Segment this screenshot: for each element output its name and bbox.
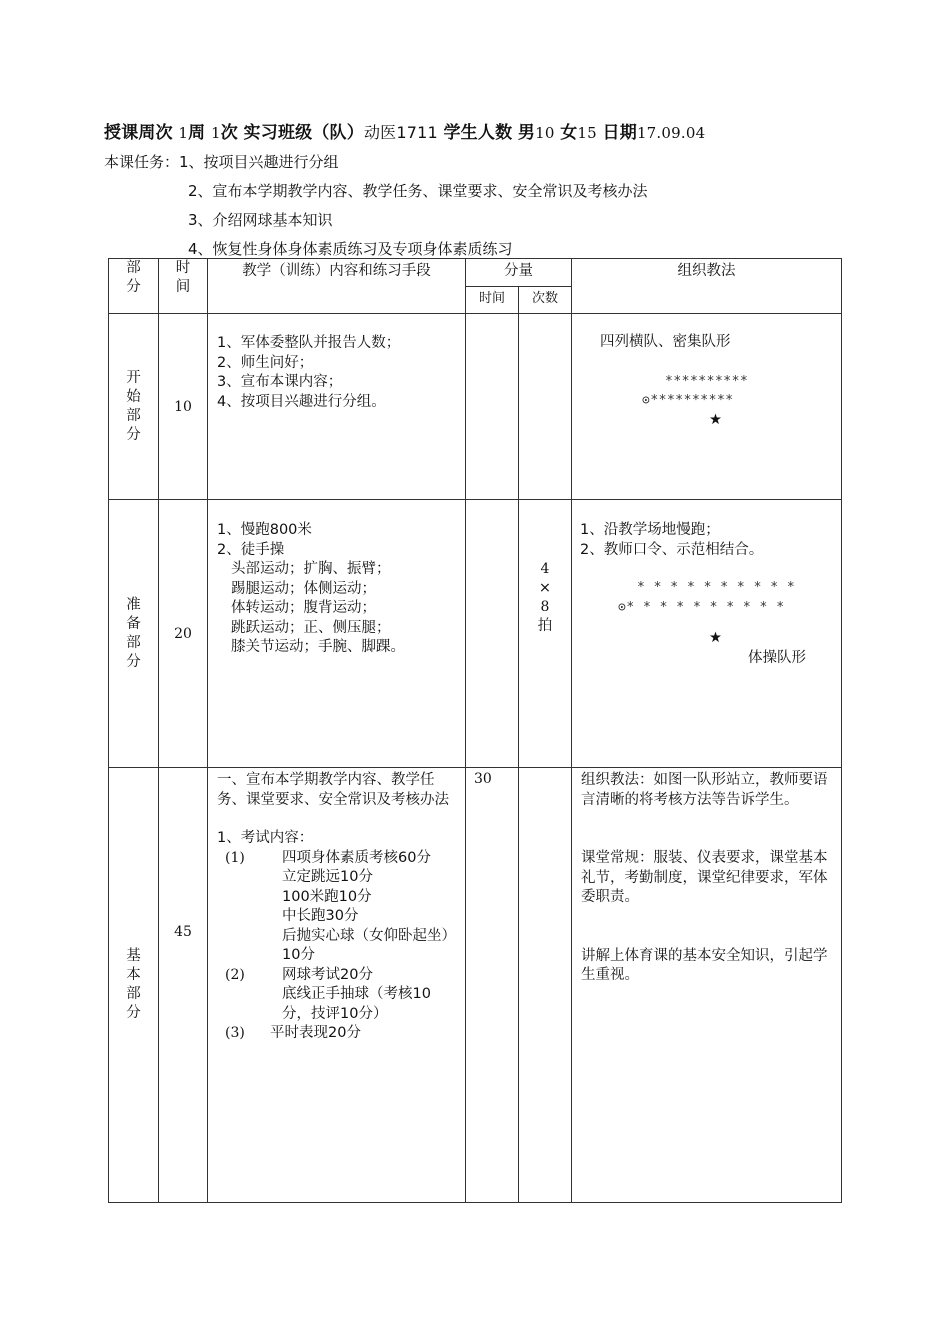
method-cell (572, 500, 842, 768)
lesson-tasks (104, 148, 648, 264)
part-cell: 准备部分 (109, 500, 159, 768)
content-line: (1) 四项身体素质考核60分 (225, 849, 431, 866)
time-cell: 20 (159, 500, 208, 768)
content-line: 后抛实心球（女仰卧起坐）10分 (282, 927, 456, 963)
content-line: 2、师生问好； (217, 354, 314, 371)
content-line: 1、军体委整队并报告人数； (217, 335, 401, 351)
method-line: 1、沿教学场地慢跑； (580, 522, 720, 538)
content-line: 跳跃运动；正、侧压腿； (231, 619, 391, 636)
time-cell: 10 (159, 314, 208, 500)
content-cell (208, 500, 466, 768)
table-row (109, 500, 842, 768)
content-line: 1、慢跑800米 (217, 522, 312, 538)
amount-count-cell (519, 768, 572, 1203)
content-line: 100米跑10分 (282, 888, 372, 905)
content-cell (208, 314, 466, 500)
content-line: 2、徒手操 (217, 541, 285, 558)
formation-caption: 体操队形 (748, 649, 806, 666)
content-title: 一、宣布本学期教学内容、教学任务、课堂要求、安全常识及考核办法 (217, 772, 449, 808)
male-label: 男 (517, 123, 536, 143)
session-unit: 次 (220, 123, 238, 143)
amount-count-cell (519, 314, 572, 500)
formation-row: ⊙* * * * * * * * * * (618, 599, 785, 615)
task-item: 1、按项目兴趣进行分组 (179, 153, 339, 171)
content-line: 膝关节运动；手腕、脚踝。 (231, 639, 405, 655)
task-item: 3、介绍网球基本知识 (188, 211, 333, 229)
method-paragraph: 组织教法：如图一队形站立，教师要语言清晰的将考核方法等告诉学生。 (581, 772, 828, 808)
content-line: 立定跳远10分 (282, 869, 373, 885)
content-line: 头部运动；扩胸、振臂； (231, 561, 391, 577)
content-cell (208, 768, 466, 1203)
formation-row: * * * * * * * * * * (637, 580, 796, 595)
task-item: 4、恢复性身体身体素质练习及专项身体素质练习 (188, 240, 513, 258)
header-amount-time: 时间 (466, 287, 519, 314)
content-line: 中长跑30分 (282, 908, 359, 924)
amount-time-cell (466, 314, 519, 500)
part-cell: 基本部分 (109, 768, 159, 1203)
teacher-star-icon: ★ (709, 630, 722, 646)
header-part: 部分 (109, 259, 159, 314)
content-line: 体转运动；腹背运动； (231, 600, 376, 616)
content-line: (2) 网球考试20分 (225, 966, 373, 983)
content-line: (3) 平时表现20分 (225, 1025, 361, 1041)
content-line: 底线正手抽球（考核10分，技评10分） (282, 986, 431, 1022)
task-item: 2、宣布本学期教学内容、教学任务、课堂要求、安全常识及考核办法 (188, 182, 648, 200)
method-cell (572, 768, 842, 1203)
male-value: 10 (535, 124, 555, 142)
formation-row: ********** (665, 373, 749, 389)
table-row (109, 314, 842, 500)
amount-time-cell (466, 500, 519, 768)
table-row (109, 768, 842, 1203)
female-label: 女 (560, 123, 578, 143)
lesson-header (104, 118, 705, 143)
content-line: 3、宣布本课内容； (217, 374, 343, 390)
header-method: 组织教法 (572, 259, 842, 314)
header-content: 教学（训练）内容和练习手段 (208, 259, 466, 314)
header-amount: 分量 (466, 259, 572, 287)
header-time: 时间 (159, 259, 208, 314)
date-value: 17.09.04 (636, 124, 706, 142)
class-value: 动医1711 (363, 123, 438, 142)
content-section: 1、考试内容： (217, 830, 314, 846)
content-line: 踢腿运动；体侧运动； (231, 580, 376, 597)
header-amount-count: 次数 (519, 287, 572, 314)
week-label: 授课周次 (104, 123, 173, 143)
amount-count-cell: 4 × 8 拍 (519, 500, 572, 768)
content-line: 4、按项目兴趣进行分组。 (217, 393, 386, 410)
class-label: 实习班级（队） (243, 123, 364, 143)
session-value: 1 (210, 124, 221, 142)
tasks-label: 本课任务： (104, 153, 180, 171)
part-cell: 开始部分 (109, 314, 159, 500)
time-cell: 45 (159, 768, 208, 1203)
amount-time-cell: 30 (466, 768, 519, 1203)
teacher-star-icon: ★ (709, 411, 722, 428)
week-value: 1 (178, 124, 189, 142)
lesson-plan-table (108, 258, 842, 1203)
date-label: 日期 (602, 123, 637, 143)
method-line: 2、教师口令、示范相结合。 (580, 541, 764, 558)
method-title: 四列横队、密集队形 (600, 334, 731, 350)
method-cell (572, 314, 842, 500)
method-paragraph: 课堂常规：服装、仪表要求，课堂基本礼节，考勤制度，课堂纪律要求，军体委职责。 (581, 850, 828, 905)
formation-row: ⊙********** (642, 393, 734, 408)
female-value: 15 (577, 124, 597, 142)
method-paragraph: 讲解上体育课的基本安全知识，引起学生重视。 (581, 947, 828, 983)
students-label: 学生人数 (443, 123, 513, 143)
week-unit: 周 (188, 123, 206, 143)
